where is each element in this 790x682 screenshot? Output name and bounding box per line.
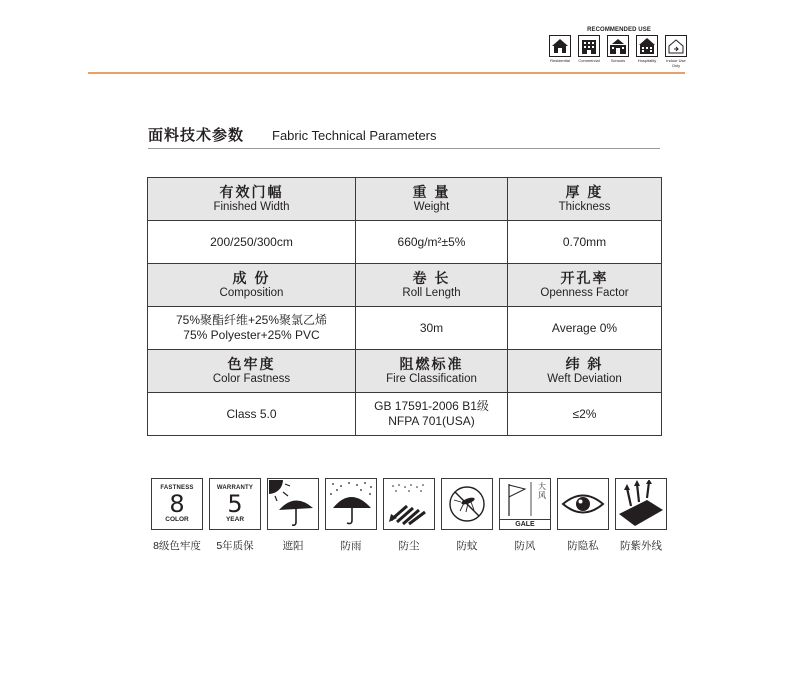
rec-item-schools [606, 35, 630, 68]
table-header-row [148, 350, 662, 393]
parameter-table [147, 177, 662, 436]
header-cn: 阻燃标准 [399, 356, 464, 372]
feature-label: 防蚊 [456, 540, 478, 552]
recommended-use-title: RECOMMENDED USE [587, 27, 651, 33]
orange-divider [88, 72, 685, 74]
indoor-house-icon [665, 35, 687, 57]
table-header-row [148, 264, 662, 307]
cell-value: GB 17591-2006 B1级 [374, 399, 489, 413]
badge-bottom: YEAR [225, 515, 245, 523]
section-heading [148, 124, 437, 145]
rain-umbrella-icon [325, 478, 377, 530]
header-cn: 有效门幅 [219, 184, 284, 200]
feature-rainproof [322, 478, 380, 553]
rec-item-residential [548, 35, 572, 68]
table-row [148, 221, 662, 264]
house-icon [549, 35, 571, 57]
heading-en: Fabric Technical Parameters [272, 128, 437, 143]
gale-en: GALE [500, 519, 550, 528]
header-cn: 卷 长 [412, 270, 451, 286]
sun-umbrella-icon [267, 478, 319, 530]
badge-number: 5 [227, 489, 243, 518]
warranty-badge-icon [209, 478, 261, 530]
uv-shield-icon [615, 478, 667, 530]
header-cn: 重 量 [412, 184, 451, 200]
feature-label: 防雨 [340, 540, 362, 552]
school-icon [607, 35, 629, 57]
header-cn: 纬 斜 [565, 356, 604, 372]
header-cn: 色牢度 [227, 356, 276, 372]
cell-value: 30m [419, 320, 444, 335]
table-cell [356, 221, 508, 264]
feature-dustproof [380, 478, 438, 553]
feature-label: 防风 [514, 540, 536, 552]
cell-value: 75%聚酯纤维+25%聚氯乙烯 [175, 313, 328, 327]
table-cell [508, 393, 662, 436]
cell-value: 75% Polyester+25% PVC [183, 328, 320, 342]
rec-item-commercial [577, 35, 601, 68]
header-cn: 厚 度 [565, 184, 604, 200]
header-en: Color Fastness [212, 373, 291, 385]
cell-value: 200/250/300cm [210, 234, 293, 249]
no-mosquito-icon [441, 478, 493, 530]
header-en: Finished Width [213, 201, 290, 213]
table-header-cell [148, 350, 356, 393]
feature-windproof [496, 478, 554, 553]
feature-label: 8级色牢度 [153, 540, 201, 552]
table-header-cell [356, 264, 508, 307]
feature-uv [612, 478, 670, 553]
rec-item-indoor [664, 35, 688, 68]
feature-label: 5年质保 [216, 540, 254, 552]
table-cell [148, 393, 356, 436]
gale-flag-icon [499, 478, 551, 530]
table-header-cell [508, 178, 662, 221]
rec-item-hospitality [635, 35, 659, 68]
rec-label: Indoor Use Only [666, 58, 686, 68]
table-header-cell [356, 350, 508, 393]
header-en: Fire Classification [386, 373, 477, 385]
cell-value: NFPA 701(USA) [388, 414, 475, 428]
table-header-row [148, 178, 662, 221]
table-cell [148, 307, 356, 350]
cell-value: 0.70mm [562, 234, 607, 249]
dust-icon [383, 478, 435, 530]
cell-value: ≤2% [572, 406, 597, 421]
eye-icon [557, 478, 609, 530]
table-cell [356, 393, 508, 436]
hotel-icon [636, 35, 658, 57]
feature-icons [148, 478, 670, 553]
rec-label: Schools [610, 58, 626, 63]
feature-sunshade [264, 478, 322, 553]
table-header-cell [148, 264, 356, 307]
table-cell [508, 221, 662, 264]
badge-number: 8 [169, 489, 185, 518]
fastness-badge-icon [151, 478, 203, 530]
table-cell [356, 307, 508, 350]
header-en: Composition [219, 287, 284, 299]
rec-label: Commercial [578, 58, 600, 63]
header-en: Weft Deviation [547, 373, 622, 385]
badge-top: WARRANTY [216, 484, 254, 491]
table-cell [508, 307, 662, 350]
heading-divider [148, 148, 660, 149]
gale-cn: 大 风 [538, 482, 546, 500]
rec-label: Residential [550, 58, 570, 63]
header-cn: 成 份 [232, 270, 271, 286]
header-cn: 开孔率 [560, 270, 609, 286]
badge-bottom: COLOR [165, 515, 189, 523]
office-building-icon [578, 35, 600, 57]
feature-privacy [554, 478, 612, 553]
table-header-cell [508, 350, 662, 393]
header-en: Thickness [558, 201, 611, 213]
cell-value: Average 0% [551, 320, 618, 335]
feature-warranty [206, 478, 264, 553]
heading-cn: 面料技术参数 [148, 127, 245, 144]
feature-label: 遮阳 [282, 540, 304, 552]
feature-label: 防紫外线 [620, 540, 662, 552]
table-row [148, 307, 662, 350]
table-cell [148, 221, 356, 264]
table-header-cell [508, 264, 662, 307]
cell-value: Class 5.0 [226, 406, 277, 421]
table-header-cell [356, 178, 508, 221]
cell-value: 660g/m²±5% [397, 234, 466, 249]
badge-top: FASTNESS [160, 484, 194, 491]
feature-fastness [148, 478, 206, 553]
header-en: Openness Factor [540, 287, 629, 299]
table-row [148, 393, 662, 436]
rec-label: Hospitality [637, 58, 657, 63]
recommended-use-icons [548, 35, 688, 68]
feature-label: 防尘 [398, 540, 420, 552]
table-header-cell [148, 178, 356, 221]
feature-mosquito [438, 478, 496, 553]
header-en: Weight [413, 201, 450, 213]
header-en: Roll Length [402, 287, 461, 299]
feature-label: 防隐私 [567, 540, 599, 552]
